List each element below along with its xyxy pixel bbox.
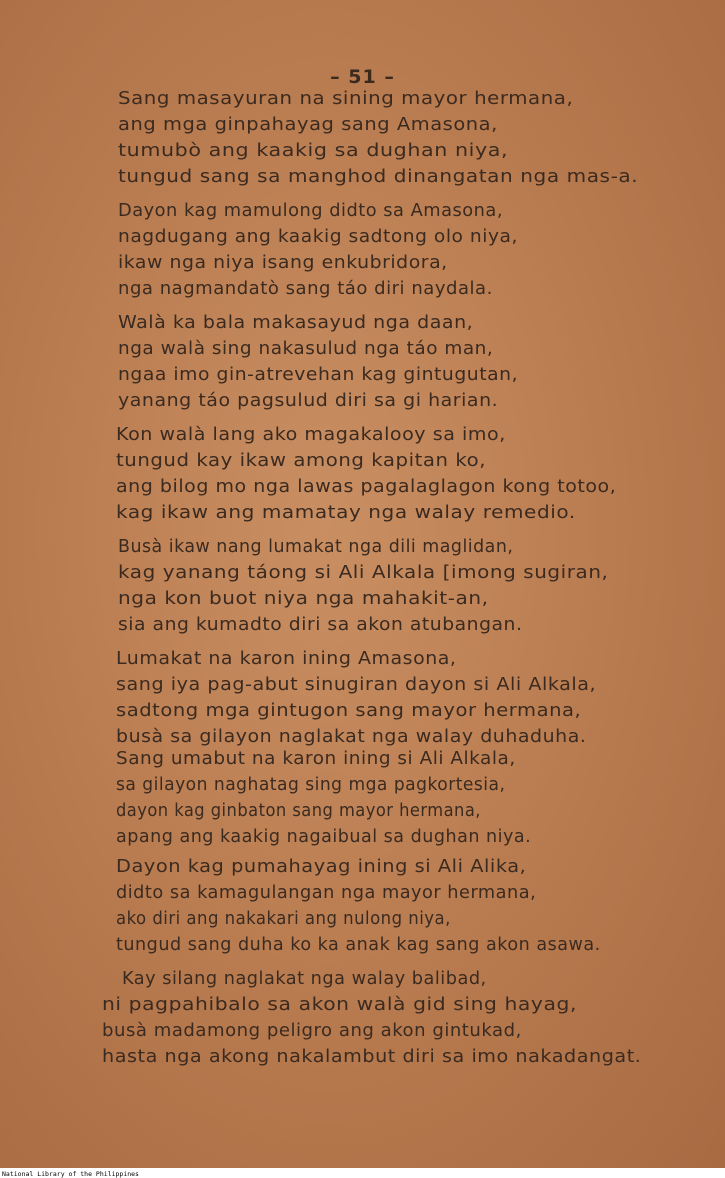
verse-line: Kon walà lang ako magakalooy sa imo, <box>116 425 506 445</box>
verse-line: Busà ikaw nang lumakat nga dili maglidan, <box>118 537 514 557</box>
verse-line: apang ang kaakig nagaibual sa dughan niya. <box>116 827 532 847</box>
verse-line: Dayon kag mamulong didto sa Amasona, <box>118 201 504 221</box>
verse-line: kag yanang táong si Ali Alkala [imong sugiran, <box>118 563 609 583</box>
page-number: – 51 – <box>330 66 395 88</box>
verse-line: ang mga ginpahayag sang Amasona, <box>118 115 498 135</box>
verse-line: busà madamong peligro ang akon gintukad, <box>102 1021 522 1041</box>
verse-line: Sang umabut na karon ining si Ali Alkala, <box>116 749 516 769</box>
verse-line: tungud sang sa manghod dinangatan nga mas-a. <box>118 167 639 187</box>
verse-line: didto sa kamagulangan nga mayor hermana, <box>116 883 537 903</box>
verse-line: sa gilayon naghatag sing mga pagkortesia, <box>116 775 506 795</box>
verse-line: sadtong mga gintugon sang mayor hermana, <box>116 701 582 721</box>
verse-line: ngaa imo gin-atrevehan kag gintugutan, <box>118 365 519 385</box>
verse-line: Kay silang naglakat nga walay balibad, <box>122 969 487 989</box>
verse-line: kag ikaw ang mamatay nga walay remedio. <box>116 503 576 523</box>
verse-line: busà sa gilayon naglakat nga walay duhaduha. <box>116 727 587 747</box>
verse-line: yanang táo pagsulud diri sa gi harian. <box>118 391 499 411</box>
verse-line: nga nagmandatò sang táo diri naydala. <box>118 279 493 299</box>
verse-line: dayon kag ginbaton sang mayor hermana, <box>116 801 481 821</box>
verse-line: sang iya pag-abut sinugiran dayon si Ali Alkala, <box>116 675 597 695</box>
verse-line: tungud kay ikaw among kapitan ko, <box>116 451 487 471</box>
verse-line: ikaw nga niya isang enkubridora, <box>118 253 448 273</box>
verse-line: tumubò ang kaakig sa dughan niya, <box>118 141 509 161</box>
verse-line: Sang masayuran na sining mayor hermana, <box>118 89 574 109</box>
verse-line: sia ang kumadto diri sa akon atubangan. <box>118 615 523 635</box>
verse-line: hasta nga akong nakalambut diri sa imo nakadangat. <box>102 1047 642 1067</box>
verse-line: ang bilog mo nga lawas pagalaglagon kong totoo, <box>116 477 617 497</box>
verse-line: nga walà sing nakasulud nga táo man, <box>118 339 494 359</box>
verse-line: nga kon buot niya nga mahakit-an, <box>118 589 489 609</box>
verse-line: nagdugang ang kaakig sadtong olo niya, <box>118 227 518 247</box>
verse-line: ni pagpahibalo sa akon walà gid sing hayag, <box>102 995 578 1015</box>
verse-line: ako diri ang nakakari ang nulong niya, <box>116 909 451 929</box>
verse-line: Lumakat na karon ining Amasona, <box>116 649 457 669</box>
verse-line: tungud sang duha ko ka anak kag sang akon asawa. <box>116 935 601 955</box>
library-footer: National Library of the Philippines <box>2 1170 139 1178</box>
verse-line: Walà ka bala makasayud nga daan, <box>118 313 474 333</box>
verse-line: Dayon kag pumahayag ining si Ali Alika, <box>116 857 527 877</box>
